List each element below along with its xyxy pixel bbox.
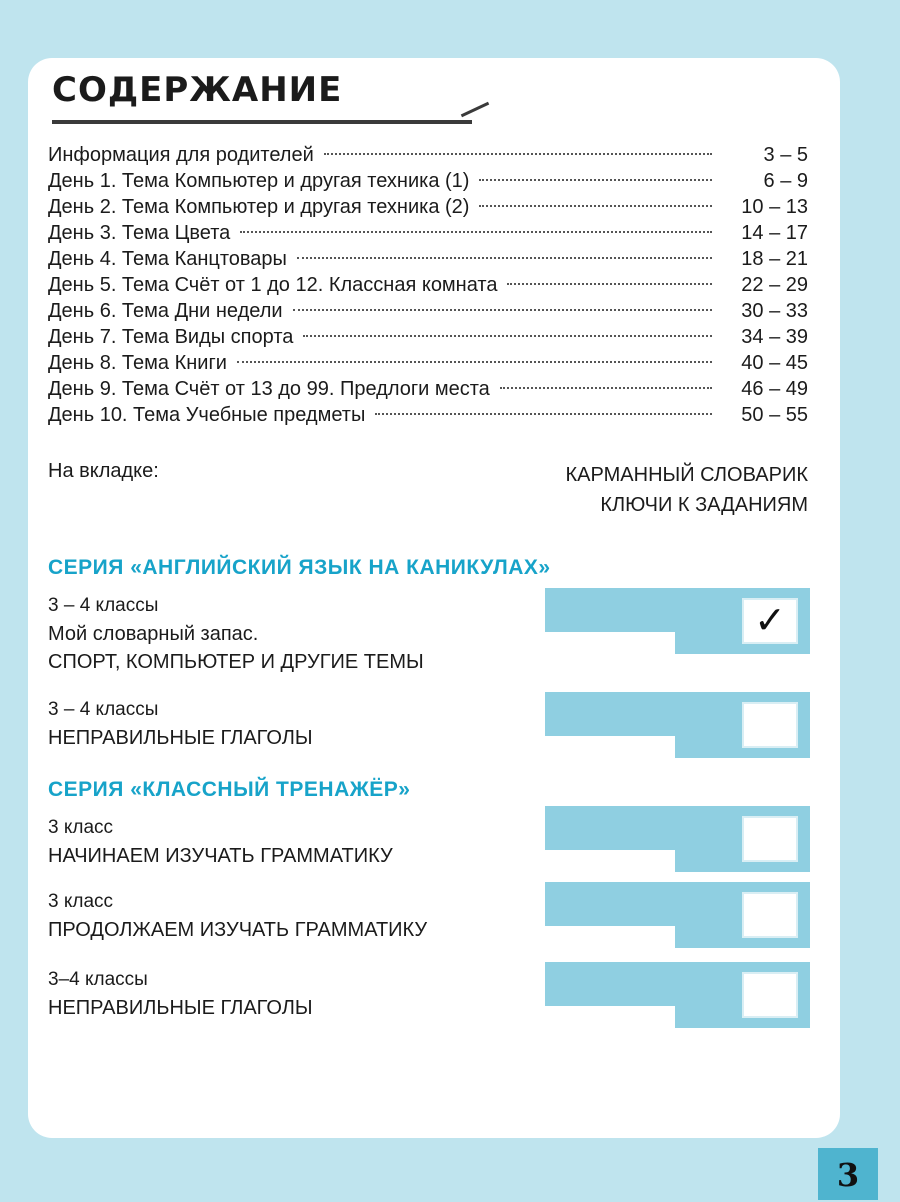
check-panel (545, 882, 810, 948)
title-underline (52, 120, 472, 124)
toc-leader (479, 179, 712, 181)
book-grade: 3 класс (48, 817, 114, 838)
toc-pages: 46 – 49 (741, 378, 808, 400)
book-checkbox[interactable] (742, 892, 798, 938)
book-title-line: НАЧИНАЕМ ИЗУЧАТЬ ГРАММАТИКУ (48, 845, 393, 867)
panel-notch (545, 850, 675, 872)
toc-label: День 5. Тема Счёт от 1 до 12. Классная комната (48, 274, 498, 296)
toc-row[interactable] (48, 350, 808, 376)
page-number: 3 (818, 1148, 878, 1200)
book-grade: 3–4 классы (48, 969, 148, 990)
toc-row[interactable] (48, 298, 808, 324)
toc-row[interactable] (48, 376, 808, 402)
check-panel (545, 806, 810, 872)
toc-pages: 34 – 39 (741, 326, 808, 348)
toc-pages: 50 – 55 (741, 404, 808, 426)
book-grade: 3 класс (48, 891, 114, 912)
toc-pages: 18 – 21 (741, 248, 808, 270)
book-checkbox-checked[interactable]: ✓ (742, 598, 798, 644)
toc-label: День 6. Тема Дни недели (48, 300, 283, 322)
toc-label: День 10. Тема Учебные предметы (48, 404, 366, 426)
book-irregular-verbs-2 (48, 966, 313, 1022)
check-panel (545, 692, 810, 758)
toc-leader (297, 257, 712, 259)
insert-item-dictionary: КАРМАННЫЙ СЛОВАРИК (565, 464, 808, 486)
book-title-line: ПРОДОЛЖАЕМ ИЗУЧАТЬ ГРАММАТИКУ (48, 919, 428, 941)
toc-row[interactable] (48, 402, 808, 428)
toc-leader (293, 309, 712, 311)
check-panel (545, 962, 810, 1028)
toc-pages: 14 – 17 (741, 222, 808, 244)
toc-leader (507, 283, 712, 285)
book-title-line: СПОРТ, КОМПЬЮТЕР И ДРУГИЕ ТЕМЫ (48, 651, 424, 673)
toc-pages: 6 – 9 (763, 170, 808, 192)
book-checkbox[interactable] (742, 816, 798, 862)
book-checkbox[interactable] (742, 972, 798, 1018)
toc-label: День 7. Тема Виды спорта (48, 326, 294, 348)
toc-label: День 9. Тема Счёт от 13 до 99. Предлоги места (48, 378, 490, 400)
book-checkbox[interactable] (742, 702, 798, 748)
toc-row[interactable] (48, 272, 808, 298)
toc-label: Информация для родителей (48, 144, 314, 166)
toc-pages: 3 – 5 (763, 144, 808, 166)
table-of-contents (48, 142, 808, 428)
toc-leader (479, 205, 712, 207)
toc-label: День 1. Тема Компьютер и другая техника (1) (48, 170, 470, 192)
book-title-line: Мой словарный запас. (48, 623, 259, 645)
panel-notch (545, 632, 675, 654)
toc-row[interactable] (48, 194, 808, 220)
insert-item-answer-keys: КЛЮЧИ К ЗАДАНИЯМ (600, 494, 808, 516)
panel-notch (545, 926, 675, 948)
toc-row[interactable] (48, 220, 808, 246)
toc-label: День 2. Тема Компьютер и другая техника (2) (48, 196, 470, 218)
insert-label: На вкладке: (48, 460, 159, 482)
book-vocabulary (48, 592, 424, 676)
toc-leader (303, 335, 712, 337)
panel-notch (545, 736, 675, 758)
toc-row[interactable] (48, 168, 808, 194)
toc-leader (375, 413, 712, 415)
toc-leader (500, 387, 712, 389)
toc-row[interactable] (48, 324, 808, 350)
book-grade: 3 – 4 классы (48, 595, 159, 616)
toc-label: День 4. Тема Канцтовары (48, 248, 287, 270)
toc-pages: 40 – 45 (741, 352, 808, 374)
toc-pages: 10 – 13 (741, 196, 808, 218)
page-title: СОДЕРЖАНИЕ (52, 70, 343, 110)
book-continue-grammar (48, 888, 427, 944)
toc-pages: 22 – 29 (741, 274, 808, 296)
check-panel (545, 588, 810, 654)
toc-leader (237, 361, 712, 363)
series-heading-class-trainer: СЕРИЯ «КЛАССНЫЙ ТРЕНАЖЁР» (48, 778, 411, 801)
toc-label: День 8. Тема Книги (48, 352, 227, 374)
toc-row[interactable] (48, 246, 808, 272)
book-start-grammar (48, 814, 393, 870)
book-title-line: НЕПРАВИЛЬНЫЕ ГЛАГОЛЫ (48, 997, 313, 1019)
toc-leader (240, 231, 712, 233)
panel-notch (545, 1006, 675, 1028)
book-grade: 3 – 4 классы (48, 699, 159, 720)
book-irregular-verbs (48, 696, 313, 752)
toc-leader (324, 153, 712, 155)
book-title-line: НЕПРАВИЛЬНЫЕ ГЛАГОЛЫ (48, 727, 313, 749)
series-heading-english-holidays: СЕРИЯ «АНГЛИЙСКИЙ ЯЗЫК НА КАНИКУЛАХ» (48, 556, 551, 579)
toc-row[interactable] (48, 142, 808, 168)
toc-label: День 3. Тема Цвета (48, 222, 231, 244)
toc-pages: 30 – 33 (741, 300, 808, 322)
insert-items (566, 460, 808, 520)
